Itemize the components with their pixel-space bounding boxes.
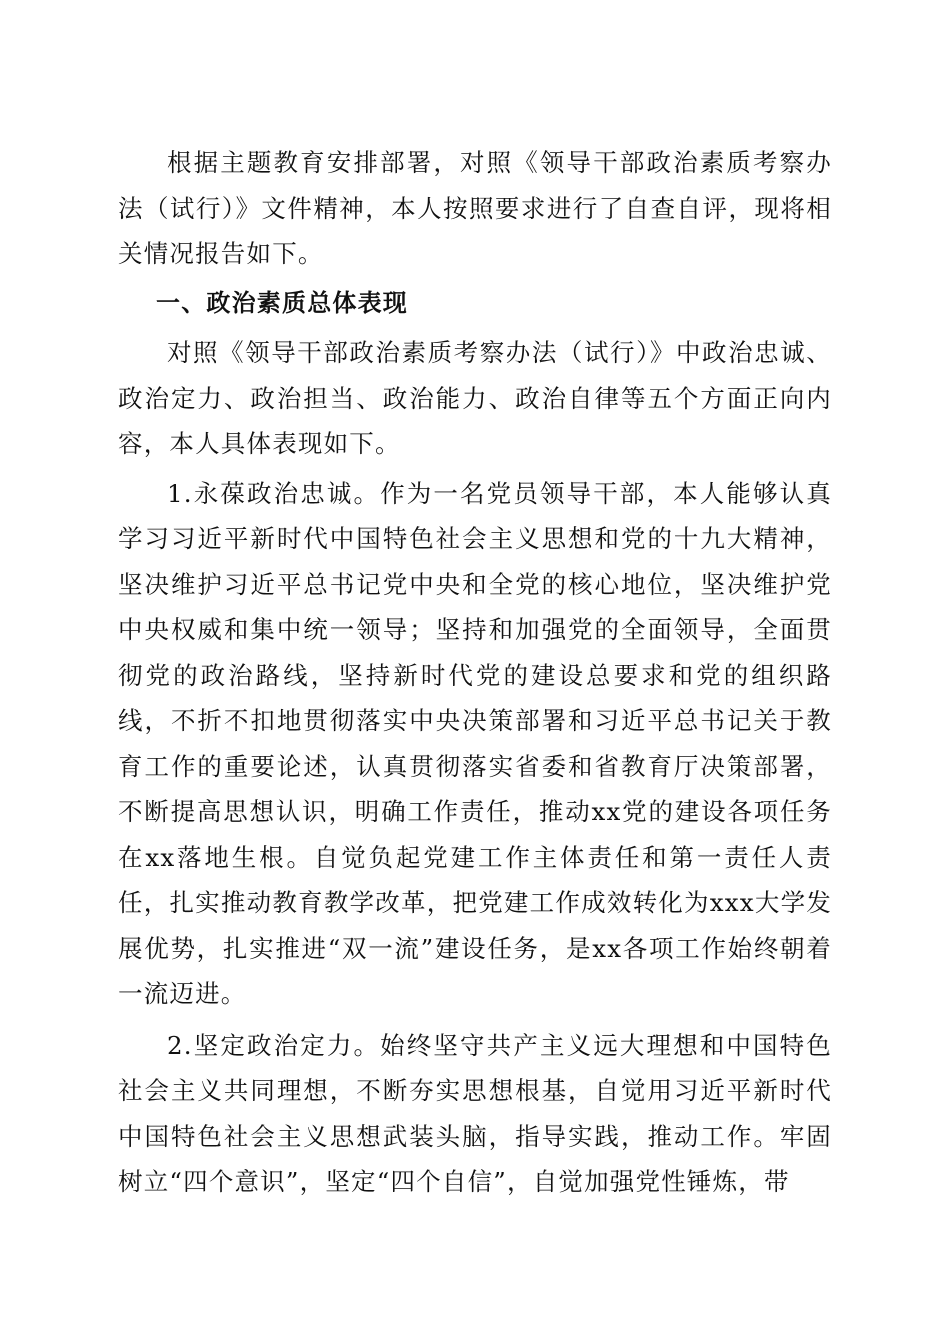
section-heading: 一、政治素质总体表现 [156,288,408,317]
document-body [118,140,832,1205]
item-paragraph-2: 2.坚定政治定力。始终坚守共产主义远大理想和中国特色社会主义共同理想，不断夯实思想根基，自觉用习近平新时代中国特色社会主义思想武装头脑，指导实践，推动工作。牢固树立“四个意识”，坚定“四个自信”，自觉加强党性锤炼，带 [118,1030,832,1196]
item-paragraph-1: 1.永葆政治忠诚。作为一名党员领导干部，本人能够认真学习习近平新时代中国特色社会主义思想和党的十九大精神，坚决维护习近平总书记党中央和全党的核心地位，坚决维护党中央权威和集中统一领导；坚持和加强党的全面领导，全面贯彻党的政治路线，坚持新时代党的建设总要求和党的组织路线，不折不扣地贯彻落实中央决策部署和习近平总书记关于教育工作的重要论述，认真贯彻落实省委和省教育厅决策部署，不断提高思想认识，明确工作责任，推动xx党的建设各项任务在xx落地生根。自觉负起党建工作主体责任和第一责任人责任，扎实推动教育教学改革，把党建工作成效转化为xxx大学发展优势，扎实推进“双一流”建设任务，是xx各项工作始终朝着一流迈进。 [118,478,832,1008]
section-intro-paragraph: 对照《领导干部政治素质考察办法（试行）》中政治忠诚、政治定力、政治担当、政治能力、政治自律等五个方面正向内容，本人具体表现如下。 [118,338,832,458]
intro-paragraph: 根据主题教育安排部署，对照《领导干部政治素质考察办法（试行）》文件精神，本人按照要求进行了自查自评，现将相关情况报告如下。 [118,148,832,268]
